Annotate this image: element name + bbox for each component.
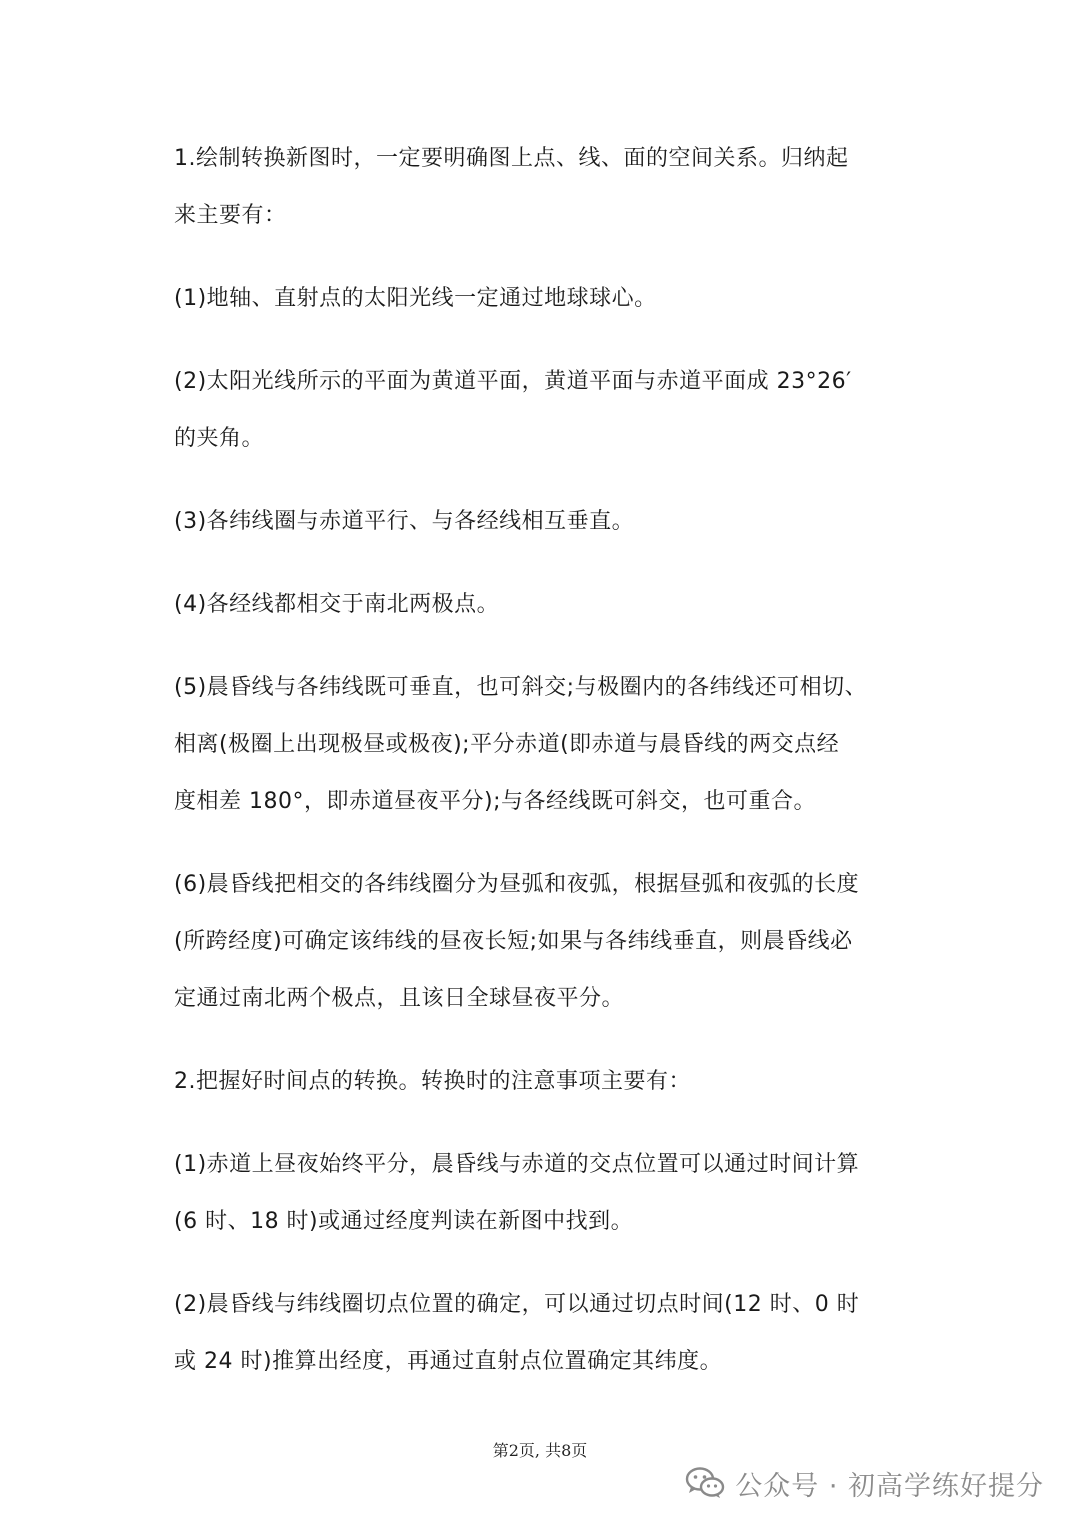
paragraph-1: 1.绘制转换新图时，一定要明确图上点、线、面的空间关系。归纳起 来主要有： (174, 146, 849, 228)
page-number: 第2页, 共8页 (492, 1441, 588, 1460)
paragraph-8: 2.把握好时间点的转换。转换时的注意事项主要有： (174, 1069, 691, 1094)
paragraph-9: (1)赤道上昼夜始终平分，晨昏线与赤道的交点位置可以通过时间计算 (6 时、18 时)或通过经度判读在新图中找到。 (174, 1152, 860, 1234)
paragraph-10: (2)晨昏线与纬线圈切点位置的确定，可以通过切点时间(12 时、0 时 或 24 时)推算出经度，再通过直射点位置确定其纬度。 (174, 1292, 860, 1374)
watermark-text: 公众号 · 初高学练好提分 (735, 1470, 1044, 1502)
paragraph-5: (4)各经线都相交于南北两极点。 (174, 592, 500, 617)
watermark (685, 1457, 1044, 1509)
wechat-icon (685, 1466, 725, 1500)
document-body (174, 130, 914, 1416)
paragraph-2: (1)地轴、直射点的太阳光线一定通过地球球心。 (174, 286, 657, 311)
paragraph-4: (3)各纬线圈与赤道平行、与各经线相互垂直。 (174, 509, 635, 534)
paragraph-6: (5)晨昏线与各纬线既可垂直，也可斜交;与极圈内的各纬线还可相切、 相离(极圈上出现极昼或极夜);平分赤道(即赤道与晨昏线的两交点经 度相差 180°，即赤道昼夜平分);与各经线既可斜交，也可重合。 (174, 675, 868, 814)
paragraph-7: (6)晨昏线把相交的各纬线圈分为昼弧和夜弧，根据昼弧和夜弧的长度 (所跨经度)可确定该纬线的昼夜长短;如果与各纬线垂直，则晨昏线必 定通过南北两个极点，且该日全球昼夜平分。 (174, 872, 860, 1011)
paragraph-3: (2)太阳光线所示的平面为黄道平面，黄道平面与赤道平面成 23°26′ 的夹角。 (174, 369, 852, 451)
